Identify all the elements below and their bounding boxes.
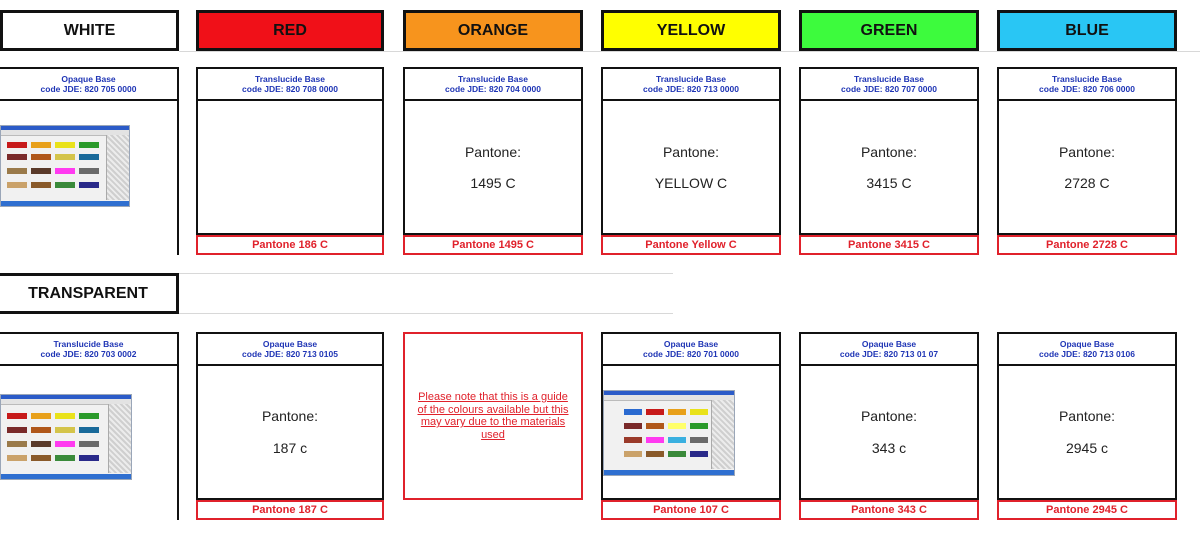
base-label: Opaque Base: [861, 339, 917, 349]
jde-code: code JDE: 820 704 0000: [445, 84, 541, 94]
divider-line: [179, 51, 1200, 52]
divider-line: [179, 313, 673, 314]
jde-code: code JDE: 820 713 0000: [643, 84, 739, 94]
card-orange: [403, 67, 583, 255]
screenshot-thumbnail-image: [0, 125, 130, 207]
card-header: [0, 332, 179, 366]
header-green: GREEN: [799, 10, 979, 51]
base-label: Opaque Base: [61, 74, 116, 84]
card-header: [196, 67, 384, 101]
pantone-footer: Pantone 107 C: [601, 500, 781, 520]
jde-code: code JDE: 820 713 01 07: [839, 349, 939, 359]
jde-code: code JDE: 820 705 0000: [40, 84, 137, 94]
card-white: [0, 67, 179, 255]
card-header: [997, 332, 1177, 366]
base-label: Opaque Base: [262, 339, 318, 349]
pantone-code: 1495 C: [470, 175, 516, 191]
card-body: [196, 99, 384, 235]
header-blue: BLUE: [997, 10, 1177, 51]
base-label: Translucide Base: [458, 74, 528, 84]
pantone-footer: Pantone 2945 C: [997, 500, 1177, 520]
card-header: [997, 67, 1177, 101]
pantone-code: 187 c: [272, 440, 308, 456]
pantone-footer: Pantone Yellow C: [601, 235, 781, 255]
screenshot-thumbnail-image: [0, 394, 132, 480]
card-body: [403, 99, 583, 235]
card-body: [799, 364, 979, 500]
pantone-footer: Pantone 3415 C: [799, 235, 979, 255]
pantone-footer: Pantone 186 C: [196, 235, 384, 255]
jde-code: code JDE: 820 713 0106: [1039, 349, 1135, 359]
card-body: [601, 99, 781, 235]
screenshot-thumbnail-image: [603, 390, 735, 476]
card-yellow: [601, 67, 781, 255]
header-yellow: YELLOW: [601, 10, 781, 51]
pantone-label: Pantone:: [1058, 144, 1116, 160]
card-yellow-opaque: [601, 332, 781, 520]
base-label: Translucide Base: [656, 74, 726, 84]
jde-code: code JDE: 820 708 0000: [242, 84, 338, 94]
card-blue: [997, 67, 1177, 255]
base-label: Translucide Base: [255, 74, 325, 84]
header-transparent: TRANSPARENT: [0, 273, 179, 314]
card-header: [0, 67, 179, 101]
base-label: Opaque Base: [663, 339, 719, 349]
header-white: WHITE: [0, 10, 179, 51]
pantone-code: 2945 c: [1065, 440, 1109, 456]
card-body: [997, 99, 1177, 235]
card-header: [601, 67, 781, 101]
card-green: [799, 67, 979, 255]
base-label: Translucide Base: [854, 74, 924, 84]
card-red-opaque: [196, 332, 384, 520]
base-label: Opaque Base: [1059, 339, 1115, 349]
pantone-code: YELLOW C: [654, 175, 728, 191]
card-blue-opaque: [997, 332, 1177, 520]
jde-code: code JDE: 820 703 0002: [40, 349, 137, 359]
base-label: Translucide Base: [53, 339, 124, 349]
pantone-label: Pantone:: [860, 408, 918, 424]
pantone-label: Pantone:: [464, 144, 522, 160]
card-green-opaque: [799, 332, 979, 520]
header-orange: ORANGE: [403, 10, 583, 51]
base-label: Translucide Base: [1052, 74, 1122, 84]
header-red: RED: [196, 10, 384, 51]
jde-code: code JDE: 820 713 0105: [242, 349, 338, 359]
card-header: [799, 332, 979, 366]
pantone-label: Pantone:: [860, 144, 918, 160]
jde-code: code JDE: 820 707 0000: [841, 84, 937, 94]
card-header: [403, 67, 583, 101]
card-header: [196, 332, 384, 366]
card-body: [196, 364, 384, 500]
pantone-label: Pantone:: [261, 408, 319, 424]
guide-note: Please note that this is a guide of the colours available but this may vary due to the materials used: [403, 332, 583, 500]
pantone-footer: Pantone 343 C: [799, 500, 979, 520]
pantone-footer: Pantone 2728 C: [997, 235, 1177, 255]
card-body: [799, 99, 979, 235]
card-body: [997, 364, 1177, 500]
card-header: [601, 332, 781, 366]
card-header: [799, 67, 979, 101]
pantone-code: 2728 C: [1064, 175, 1110, 191]
jde-code: code JDE: 820 701 0000: [643, 349, 739, 359]
pantone-label: Pantone:: [662, 144, 720, 160]
card-red: [196, 67, 384, 255]
card-transparent: [0, 332, 179, 520]
pantone-code: 3415 C: [866, 175, 912, 191]
jde-code: code JDE: 820 706 0000: [1039, 84, 1135, 94]
pantone-code: 343 c: [871, 440, 907, 456]
pantone-footer: Pantone 187 C: [196, 500, 384, 520]
pantone-label: Pantone:: [1058, 408, 1116, 424]
pantone-footer: Pantone 1495 C: [403, 235, 583, 255]
